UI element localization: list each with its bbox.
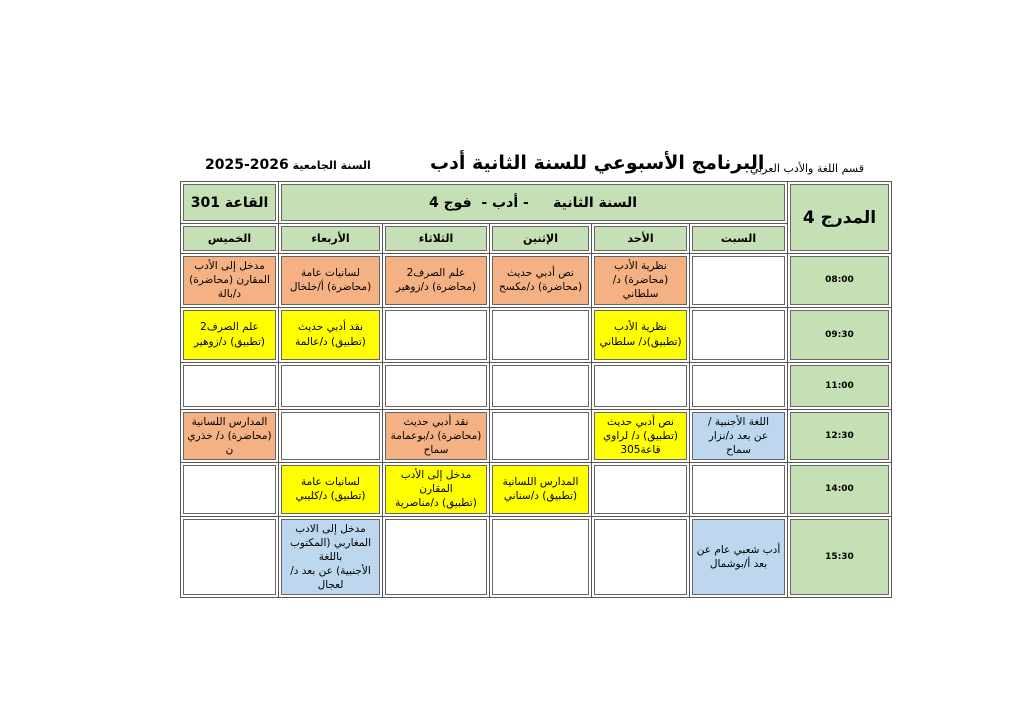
course-entry: نظرية الأدب (تطبيق)د/ سلطاني	[594, 310, 687, 360]
academic-year-value: 2026-2025	[205, 157, 289, 173]
schedule-cell	[490, 516, 592, 598]
course-entry	[183, 519, 276, 596]
academic-year-label: السنة الجامعية	[292, 159, 371, 172]
course-entry: علم الصرف2 (محاضرة) د/زوهير	[385, 256, 487, 305]
schedule-cell	[181, 254, 279, 308]
time-slot	[788, 362, 892, 409]
course-entry: نقد أدبي حديث (محاضرة) د/بوعمامة سماح	[385, 412, 487, 461]
course-entry: أدب شعبي عام عن بعد أ/بوشمال	[692, 519, 785, 596]
course-entry	[692, 365, 785, 407]
day-label: الخميس	[183, 226, 276, 251]
course-entry: لسانيات عامة (محاضرة) أ/خلخال	[281, 256, 380, 305]
schedule-cell	[690, 516, 788, 598]
page-title: البرنامج الأسبوعي للسنة الثانية أدب	[430, 152, 765, 174]
day-header	[279, 224, 383, 254]
day-header	[383, 224, 490, 254]
course-entry: المدارس اللسانية (محاضرة) د/ خذري ن	[183, 412, 276, 461]
course-entry	[281, 412, 380, 461]
course-entry: نظرية الأدب (محاضرة) د/سلطاني	[594, 256, 687, 305]
schedule-cell	[592, 254, 690, 308]
schedule-cell	[181, 307, 279, 362]
schedule-cell	[279, 254, 383, 308]
day-header	[690, 224, 788, 254]
course-entry: مدخل إلى الأدب المقارن (تطبيق) د/مناصرية	[385, 465, 487, 514]
time-slot	[788, 254, 892, 308]
table-row	[181, 307, 892, 362]
schedule-cell	[690, 254, 788, 308]
day-label: السبت	[692, 226, 785, 251]
time-label: 15:30	[790, 519, 889, 596]
time-slot	[788, 409, 892, 463]
schedule-cell	[181, 409, 279, 463]
hall-cell	[788, 182, 892, 254]
course-entry	[385, 310, 487, 360]
course-entry	[183, 365, 276, 407]
course-entry: المدارس اللسانية (تطبيق) د/سناني	[492, 465, 589, 514]
course-entry	[492, 310, 589, 360]
schedule-cell	[592, 307, 690, 362]
schedule-cell	[690, 307, 788, 362]
hall-label: المدرج 4	[790, 184, 889, 251]
course-entry	[594, 519, 687, 596]
course-entry: نص أدبي حديث (تطبيق) د/ لراوي قاعة305	[594, 412, 687, 461]
time-label: 11:00	[790, 365, 889, 407]
course-entry	[692, 310, 785, 360]
course-entry	[385, 365, 487, 407]
schedule-cell	[383, 409, 490, 463]
course-entry: نقد أدبي حديث (تطبيق) د/عالمة	[281, 310, 380, 360]
course-entry: علم الصرف2 (تطبيق) د/زوهير	[183, 310, 276, 360]
table-row	[181, 516, 892, 598]
time-slot	[788, 516, 892, 598]
academic-year	[205, 157, 371, 173]
time-label: 09:30	[790, 310, 889, 360]
course-entry	[385, 519, 487, 596]
year-group-cell	[279, 182, 788, 224]
course-entry	[594, 465, 687, 514]
schedule-cell	[181, 516, 279, 598]
course-entry: نص أدبي حديث (محاضرة) د/مكسح	[492, 256, 589, 305]
schedule-cell	[279, 516, 383, 598]
schedule-cell	[181, 463, 279, 517]
table-row	[181, 254, 892, 308]
schedule-cell	[592, 463, 690, 517]
schedule-cell	[592, 409, 690, 463]
room-label: القاعة 301	[183, 184, 276, 221]
day-header	[181, 224, 279, 254]
day-header	[592, 224, 690, 254]
course-entry	[692, 465, 785, 514]
schedule-cell	[279, 409, 383, 463]
room-cell	[181, 182, 279, 224]
time-label: 12:30	[790, 412, 889, 461]
course-entry	[492, 365, 589, 407]
schedule-cell	[383, 463, 490, 517]
schedule-cell	[592, 362, 690, 409]
schedule-cell	[690, 362, 788, 409]
schedule-cell	[279, 362, 383, 409]
course-entry: لسانيات عامة (تطبيق) د/كليبي	[281, 465, 380, 514]
schedule-cell	[490, 307, 592, 362]
day-label: الأحد	[594, 226, 687, 251]
schedule-cell	[383, 307, 490, 362]
schedule-cell	[490, 409, 592, 463]
time-label: 08:00	[790, 256, 889, 305]
course-entry	[492, 519, 589, 596]
year-group-label: السنة الثانية - أدب - فوج 4	[281, 184, 785, 221]
department-name: قسم اللغة والأدب العربي	[749, 162, 864, 175]
table-row	[181, 463, 892, 517]
course-entry	[281, 365, 380, 407]
table-row	[181, 409, 892, 463]
course-entry	[594, 365, 687, 407]
schedule-cell	[690, 409, 788, 463]
time-label: 14:00	[790, 465, 889, 514]
schedule-cell	[279, 463, 383, 517]
schedule-cell	[383, 516, 490, 598]
schedule-cell	[279, 307, 383, 362]
course-entry	[692, 256, 785, 305]
course-entry: مدخل إلى الادب المغاربي (المكتوب باللغة الأجنبية) عن بعد د/لعجال	[281, 519, 380, 596]
schedule-cell	[181, 362, 279, 409]
day-label: الأربعاء	[281, 226, 380, 251]
course-entry	[492, 412, 589, 461]
time-slot	[788, 463, 892, 517]
day-header	[490, 224, 592, 254]
course-entry: اللغة الأجنبية / عن بعد د/نزار سماح	[692, 412, 785, 461]
schedule-cell	[490, 254, 592, 308]
day-label: الإثنين	[492, 226, 589, 251]
schedule-cell	[490, 362, 592, 409]
course-entry: مدخل إلى الأدب المقارن (محاضرة) د/بالة	[183, 256, 276, 305]
schedule-cell	[592, 516, 690, 598]
table-row	[181, 362, 892, 409]
day-label: الثلاثاء	[385, 226, 487, 251]
schedule-cell	[690, 463, 788, 517]
time-slot	[788, 307, 892, 362]
course-entry	[183, 465, 276, 514]
schedule-cell	[383, 254, 490, 308]
schedule-cell	[383, 362, 490, 409]
schedule-table	[180, 181, 892, 598]
schedule-cell	[490, 463, 592, 517]
